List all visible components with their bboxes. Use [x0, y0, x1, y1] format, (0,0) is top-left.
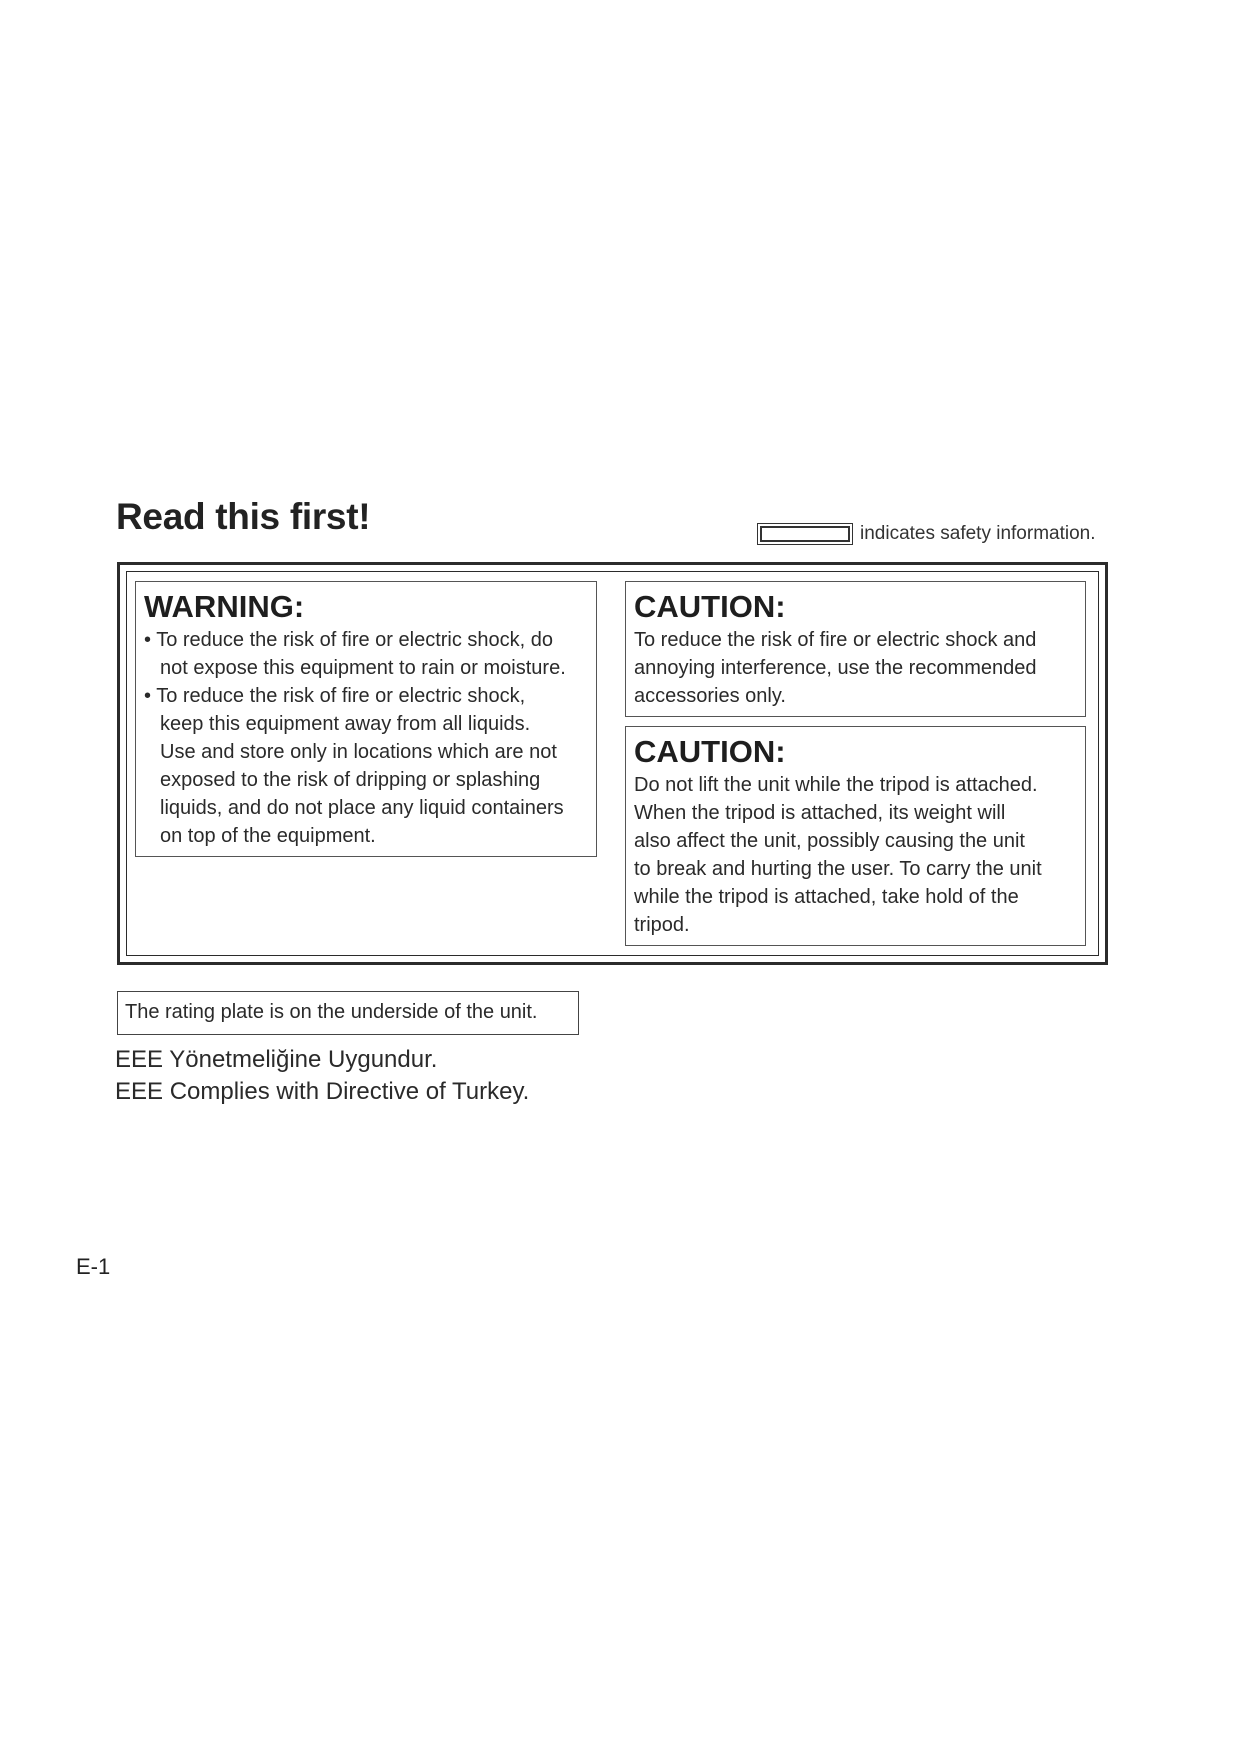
warning-box — [135, 581, 597, 857]
caution-line: When the tripod is attached, its weight will — [634, 802, 1006, 824]
warning-line: keep this equipment away from all liquids. — [160, 713, 531, 735]
warning-line: exposed to the risk of dripping or splashing — [160, 769, 541, 791]
warning-line: on top of the equipment. — [160, 825, 376, 847]
caution-heading: CAUTION: — [634, 589, 786, 624]
caution-line: tripod. — [634, 914, 690, 936]
page-title: Read this first! — [116, 496, 371, 537]
double-border-swatch-icon — [760, 526, 850, 542]
caution-box-accessories — [625, 581, 1086, 717]
legend-text: indicates safety information. — [860, 523, 1096, 544]
eee-compliance-english: EEE Complies with Directive of Turkey. — [115, 1078, 530, 1105]
rating-plate-note: The rating plate is on the underside of the unit. — [117, 991, 579, 1035]
warning-heading: WARNING: — [144, 589, 305, 624]
caution-box-tripod — [625, 726, 1086, 946]
warning-line: liquids, and do not place any liquid containers — [160, 797, 564, 819]
warning-line: • To reduce the risk of fire or electric shock, do — [144, 629, 554, 651]
caution-line: Do not lift the unit while the tripod is attached. — [634, 774, 1038, 796]
eee-compliance-turkish: EEE Yönetmeliğine Uygundur. — [115, 1046, 438, 1073]
warning-line: not expose this equipment to rain or moisture. — [160, 657, 566, 679]
caution-line: while the tripod is attached, take hold of the — [634, 886, 1019, 908]
safety-legend — [756, 521, 1096, 547]
warning-line: Use and store only in locations which are not — [160, 741, 557, 763]
caution-line: to break and hurting the user. To carry the unit — [634, 858, 1042, 880]
caution-line: also affect the unit, possibly causing the unit — [634, 830, 1025, 852]
caution-line: accessories only. — [634, 685, 786, 707]
warning-line: • To reduce the risk of fire or electric shock, — [144, 685, 526, 707]
caution-line: annoying interference, use the recommended — [634, 657, 1037, 679]
caution-line: To reduce the risk of fire or electric shock and — [634, 629, 1037, 651]
caution-heading: CAUTION: — [634, 734, 786, 769]
page-number: E-1 — [76, 1254, 111, 1279]
